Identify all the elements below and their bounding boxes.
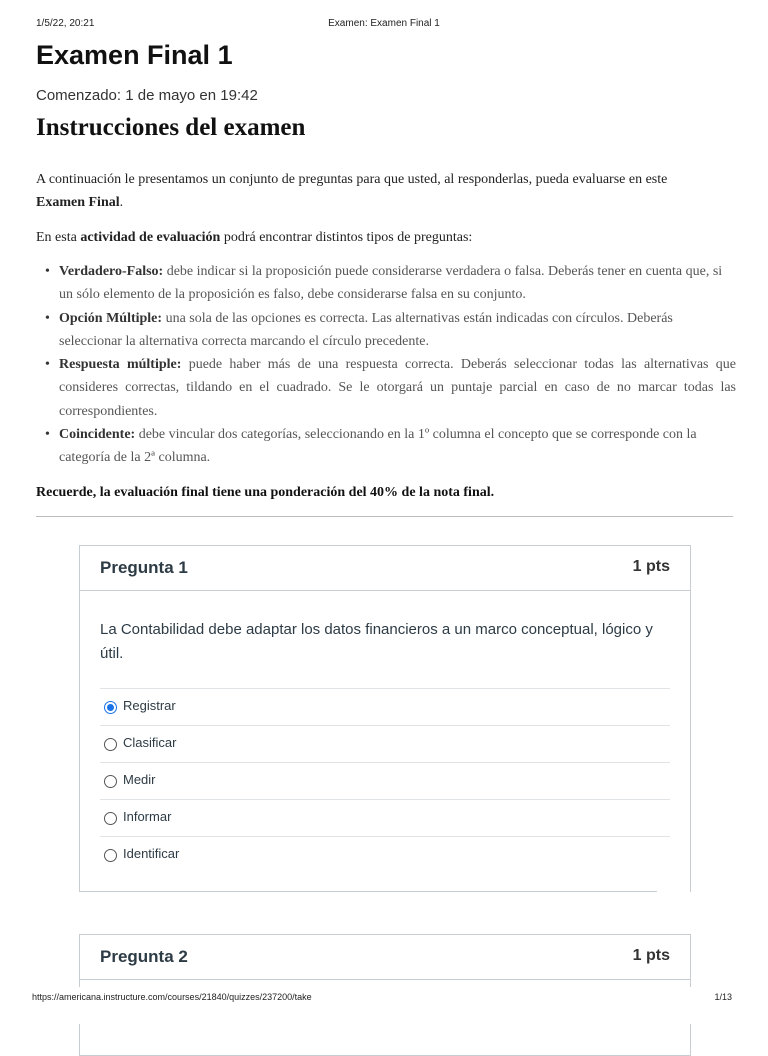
type-description: debe vincular dos categorías, seleccionando en la 1º columna el concepto que se corresponde con la categoría de la 2ª columna.: [59, 427, 697, 466]
question-header: [80, 935, 690, 980]
type-description: una sola de las opciones es correcta. Las alternativas están indicadas con círculos. Deberás seleccionar la alternativa correcta marcando el círculo precedente.: [59, 310, 673, 349]
question-types-list: [36, 260, 736, 470]
intro-bold: Examen Final: [36, 195, 120, 210]
question-title: Pregunta 1: [100, 558, 188, 577]
type-description: debe indicar si la proposición puede considerarse verdadera o falsa. Deberás tener en cuenta que, si un sólo elemento de la proposición es falso, debe considerarse falsa en su conjunto.: [59, 264, 723, 303]
reminder-note: Recuerde, la evaluación final tiene una ponderación del 40% de la nota final.: [36, 485, 495, 500]
question-header: [80, 546, 690, 591]
exam-title: Examen Final 1: [36, 40, 233, 70]
type-description: puede haber más de una respuesta correcta. Deberás seleccionar todas las alternativas que consideres correctas, tildando en el cuadrado. Se le otorgará un puntaje parcial en caso de no marcar todas las correspondientes.: [59, 357, 736, 419]
page-number: 1/13: [714, 992, 732, 1002]
types-text: En esta: [36, 230, 81, 245]
intro-paragraph: [36, 168, 706, 214]
types-end: podrá encontrar distintos tipos de preguntas:: [220, 230, 473, 245]
list-item-true-false: [36, 260, 736, 307]
print-footer: [32, 992, 732, 1006]
question-title: Pregunta 2: [100, 947, 188, 966]
bullet-icon: •: [45, 310, 50, 326]
bullet-icon: •: [45, 427, 50, 443]
started-timestamp: Comenzado: 1 de mayo en 19:42: [36, 87, 258, 104]
question-text: La Contabilidad debe adaptar los datos financieros a un marco conceptual, lógico y útil.: [100, 621, 653, 662]
type-term: Respuesta múltiple:: [59, 357, 182, 373]
list-item-matching: [36, 423, 736, 470]
answer-label: Medir: [123, 772, 156, 787]
intro-text: A continuación le presentamos un conjunto de preguntas para que usted, al responderlas, pueda evaluarse en este: [36, 172, 668, 187]
answer-label: Registrar: [123, 698, 176, 713]
answer-option-identificar[interactable]: [100, 836, 670, 873]
print-page-title: Examen: Examen Final 1: [328, 18, 440, 29]
type-term: Opción Múltiple:: [59, 310, 163, 326]
radio-button[interactable]: [104, 738, 117, 751]
type-term: Verdadero-Falso:: [59, 264, 164, 279]
instructions-heading: Instrucciones del examen: [36, 114, 306, 141]
answer-option-informar[interactable]: [100, 799, 670, 836]
types-bold: actividad de evaluación: [80, 230, 221, 245]
answer-label: Clasificar: [123, 735, 177, 750]
answer-label: Identificar: [123, 846, 180, 861]
answer-option-medir[interactable]: [100, 762, 670, 799]
question-types-intro: [36, 228, 726, 248]
print-header: [36, 18, 732, 32]
question-points: 1 pts: [632, 558, 670, 575]
answer-label: Informar: [123, 809, 172, 824]
intro-end: .: [119, 195, 124, 210]
print-datetime: 1/5/22, 20:21: [36, 18, 95, 29]
list-item-multiple-answer: [36, 353, 736, 423]
bullet-icon: •: [45, 357, 50, 373]
bullet-icon: •: [45, 264, 50, 279]
radio-button[interactable]: [104, 849, 117, 862]
radio-button[interactable]: [104, 775, 117, 788]
type-term: Coincidente:: [59, 427, 136, 443]
radio-button[interactable]: [104, 812, 117, 825]
question-points: 1 pts: [632, 947, 670, 964]
card-corner-gap: [657, 889, 690, 892]
divider: [36, 516, 733, 517]
question-card-1: [79, 545, 691, 892]
answer-list: [100, 688, 670, 873]
list-item-multiple-choice: [36, 307, 736, 354]
answer-option-registrar[interactable]: [100, 688, 670, 725]
radio-button-selected[interactable]: [104, 701, 117, 714]
answer-option-clasificar[interactable]: [100, 725, 670, 762]
print-url: https://americana.instructure.com/courses/21840/quizzes/237200/take: [32, 992, 312, 1002]
